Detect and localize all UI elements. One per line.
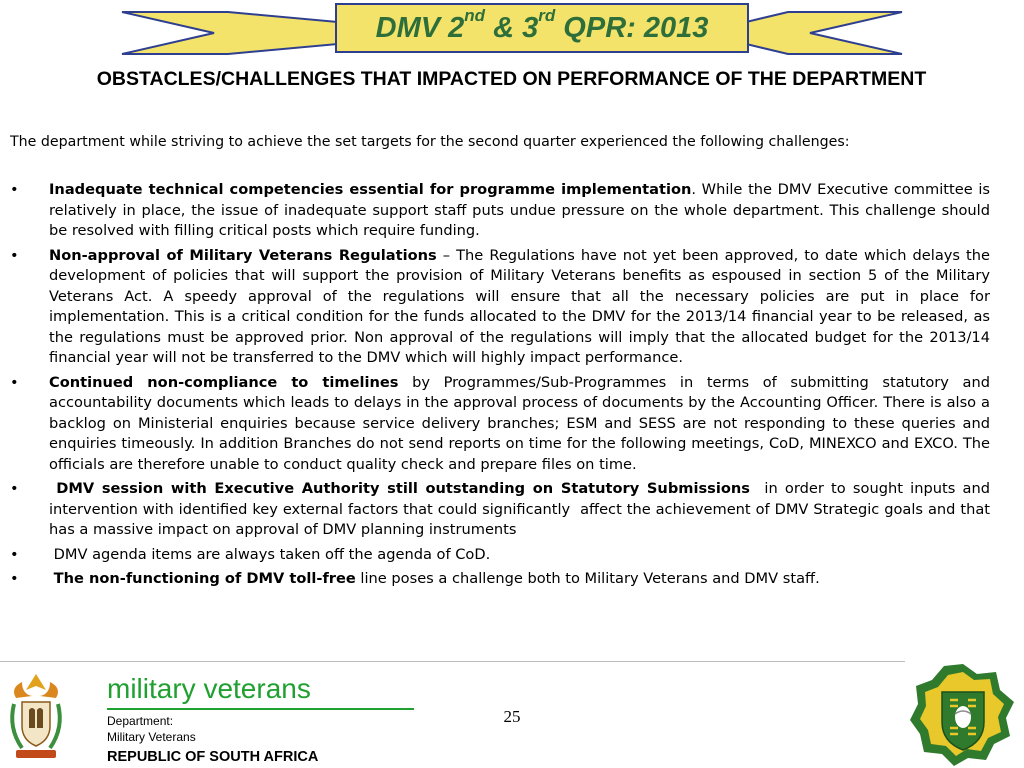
bullet-marker: • — [10, 480, 19, 497]
brand-name: military veterans — [107, 673, 311, 704]
challenge-item — [10, 373, 990, 476]
banner-title-part: QPR: 2013 — [555, 12, 709, 44]
bullet-marker: • — [10, 570, 19, 587]
banner-title-superscript: rd — [538, 6, 556, 26]
country-name: REPUBLIC OF SOUTH AFRICA — [107, 749, 319, 765]
challenge-description: line poses a challenge both to Military Veterans and DMV staff. — [355, 570, 820, 587]
banner-title-part: & 3 — [485, 12, 539, 44]
brand-underline — [107, 708, 414, 710]
challenge-description: DMV agenda items are always taken off the agenda of CoD. — [53, 545, 491, 563]
challenge-title: The non-functioning of DMV toll-free — [53, 570, 356, 587]
challenge-description: in order to sought inputs and intervention with identified key external factors that could significantly affect the achievement of DMV Strategic goals and that has a massive impact on approval of DMV planning instruments — [49, 480, 995, 538]
banner-title-part: DMV 2 — [375, 12, 465, 44]
challenge-item — [10, 545, 990, 566]
challenge-item — [10, 180, 990, 242]
page-number: 25 — [503, 707, 521, 726]
bullet-marker: • — [10, 246, 19, 264]
challenge-description: by Programmes/Sub-Programmes in terms of submitting statutory and accountability documents which leads to delays in the approval process of documents by the Accounting Officer. There is also a backlog on Ministerial enquiries because service delivery branches; ESM and SESS are not responding to these queries and enquiries timeously. In addition Branches do not send reports on time for the following meetings, CoD, MINEXCO and EXCO. The officials are therefore unable to conduct quality check and prepare files on time. — [49, 373, 990, 473]
intro-text: The department while striving to achieve the set targets for the second quarter experienced the following challenges: — [10, 134, 850, 150]
military-veterans-badge-icon — [910, 662, 1016, 766]
challenge-title: Continued non-compliance to timelines — [49, 373, 399, 391]
title-banner — [0, 0, 1024, 64]
challenge-item — [10, 246, 990, 369]
challenge-title: Non-approval of Military Veterans Regulations — [49, 246, 437, 264]
department-label: Department: — [107, 714, 174, 728]
department-name: Military Veterans — [107, 730, 196, 744]
challenges-list — [10, 180, 995, 594]
footer-divider — [0, 661, 905, 662]
challenge-item — [10, 479, 995, 541]
banner-title — [337, 6, 747, 47]
challenge-item — [10, 569, 990, 590]
slide-heading: OBSTACLES/CHALLENGES THAT IMPACTED ON PERFORMANCE OF THE DEPARTMENT — [96, 68, 927, 90]
coat-of-arms-icon — [2, 668, 70, 764]
bullet-marker: • — [10, 373, 19, 391]
challenge-description: – The Regulations have not yet been approved, to date which delays the development of policies that will support the provision of Military Veterans benefits as espoused in section 5 of the Military Veterans Act. A speedy approval of the regulations will ensure that all the necessary policies are put in place for implementation. This is a critical condition for the funds allocated to the DMV for the 2013/14 financial year to be released, as the regulations must be approved prior. Non approval of the regulations will imply that the allocated budget for the 2013/14 financial year will not be transferred to the DMV which will highly impact performance. — [49, 246, 990, 366]
challenge-title: Inadequate technical competencies essential for programme implementation — [49, 181, 692, 198]
challenge-title: DMV session with Executive Authority still outstanding on Statutory Submissions — [56, 480, 750, 497]
challenge-description: . While the DMV Executive committee is relatively in place, the issue of inadequate support staff puts undue pressure on the whole department. This challenge should be resolved with filling critical posts which require funding. — [49, 181, 990, 239]
bullet-marker: • — [10, 545, 19, 563]
bullet-marker: • — [10, 181, 19, 198]
banner-title-superscript: nd — [464, 6, 486, 26]
